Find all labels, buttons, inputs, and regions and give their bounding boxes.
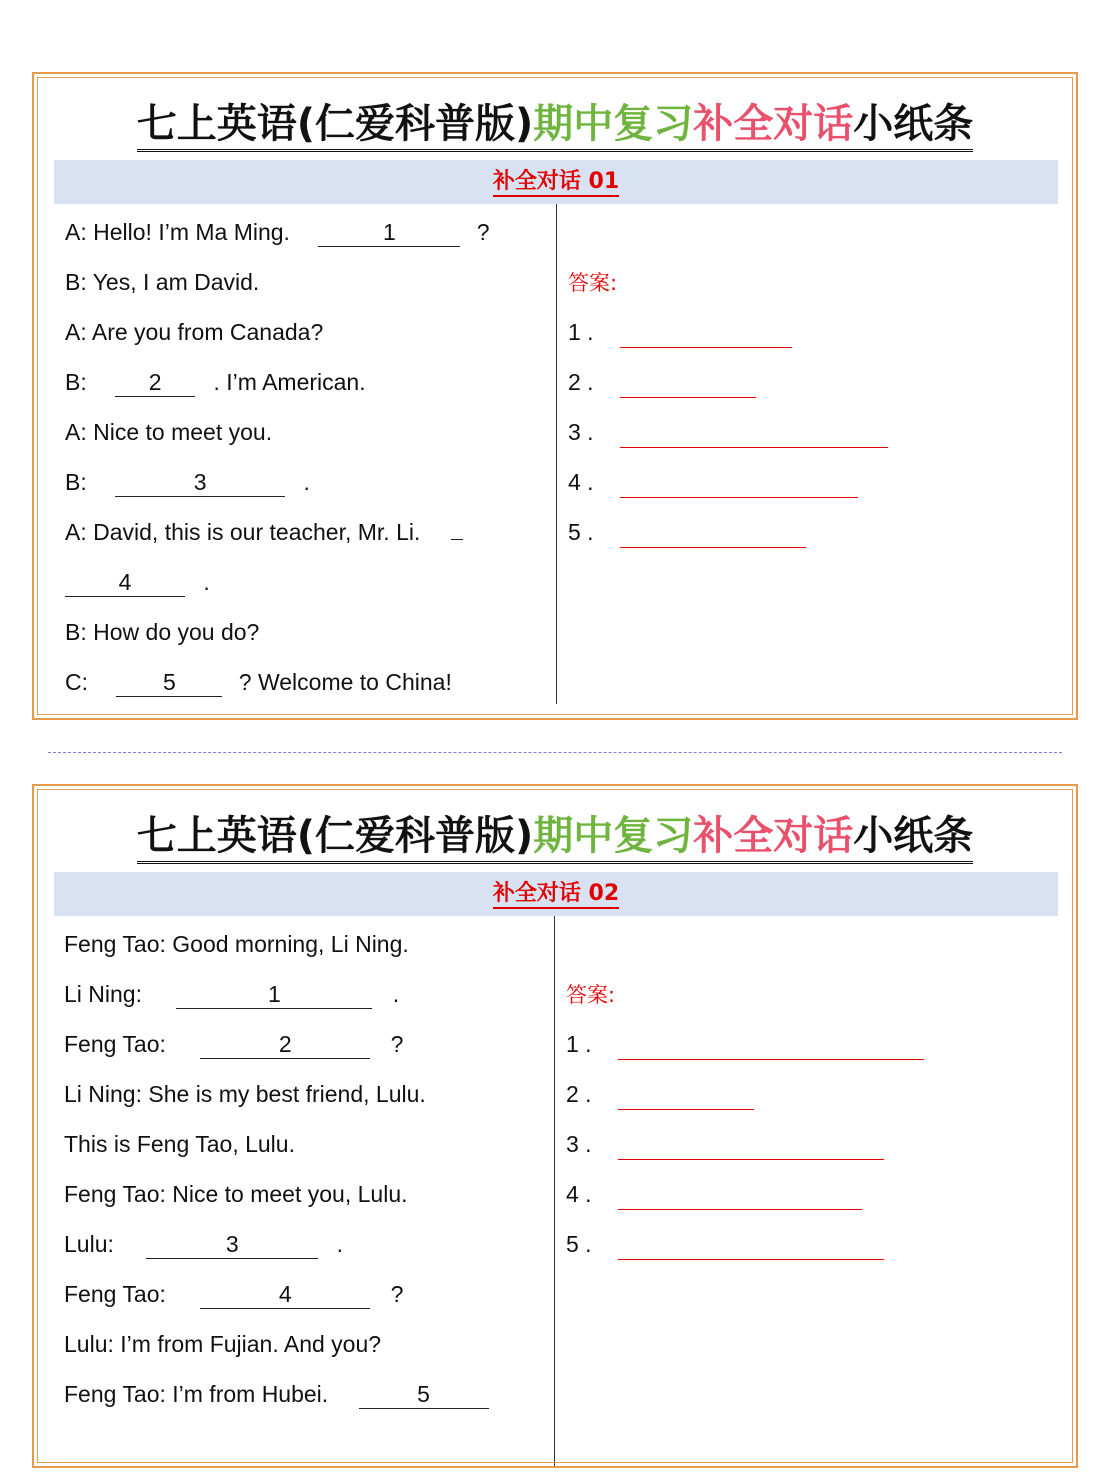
dialogue-line <box>65 607 490 657</box>
dialogue-text: Feng Tao: <box>64 1281 166 1307</box>
dialogue-text: Feng Tao: <box>64 1031 166 1057</box>
title-part-1: 七上英语(仁爱科普版) <box>136 101 534 147</box>
dialogue-text: Feng Tao: I’m from Hubei. <box>64 1381 329 1407</box>
blank-1: 1 <box>176 980 372 1009</box>
answer-number: 2 . <box>566 1081 592 1107</box>
dialogue-text: B: <box>65 469 87 495</box>
section-heading <box>54 872 1058 916</box>
answers-label: 答案: <box>566 983 616 1007</box>
answer-line-4[interactable] <box>620 477 858 498</box>
answer-row <box>568 457 888 507</box>
dialogue-punct: . <box>392 981 400 1007</box>
cut-line <box>48 752 1062 753</box>
dialogue-text: A: David, this is our teacher, Mr. Li. <box>65 519 421 545</box>
answer-number: 5 . <box>566 1231 592 1257</box>
dialogue-punct: ? <box>476 219 490 245</box>
blank-4: 4 <box>200 1280 370 1309</box>
answer-row <box>566 1169 924 1219</box>
column-divider <box>556 204 557 704</box>
answer-line-3[interactable] <box>618 1139 884 1160</box>
title-part-1: 七上英语(仁爱科普版) <box>136 813 534 859</box>
answer-line-3[interactable] <box>620 427 888 448</box>
blank-5: 5 <box>116 668 222 697</box>
title-part-4: 小纸条 <box>853 101 974 147</box>
answer-number: 3 . <box>566 1131 592 1157</box>
note-card-1 <box>32 72 1078 720</box>
answer-label-row <box>566 969 924 1019</box>
dialogue <box>65 207 490 707</box>
dialogue-line <box>64 1119 489 1169</box>
dialogue-line <box>64 1019 489 1069</box>
blank-3: 3 <box>146 1230 318 1259</box>
section-heading-text: 补全对话 01 <box>493 169 619 197</box>
dialogue-text: A: Hello! I’m Ma Ming. <box>65 219 290 245</box>
note-card-2 <box>32 784 1078 1468</box>
answer-spacer <box>568 207 888 257</box>
answer-number: 1 . <box>566 1031 592 1057</box>
sheet-title <box>34 808 1076 864</box>
dialogue-line <box>65 257 490 307</box>
column-divider <box>554 916 555 1466</box>
dialogue-line <box>64 1219 489 1269</box>
dialogue-line <box>64 969 489 1019</box>
answer-number: 4 . <box>568 469 594 495</box>
dialogue-line <box>64 1369 489 1419</box>
dialogue-text: Lulu: <box>64 1231 114 1257</box>
answer-line-4[interactable] <box>618 1189 862 1210</box>
answer-label-row <box>568 257 888 307</box>
answer-column <box>566 919 924 1269</box>
dialogue-line <box>64 1069 489 1119</box>
blank-4: 4 <box>65 568 185 597</box>
dialogue-text: Feng Tao: Good morning, Li Ning. <box>64 931 409 957</box>
answer-number: 1 . <box>568 319 594 345</box>
dialogue-text: B: <box>65 369 87 395</box>
dialogue-punct: . <box>336 1231 344 1257</box>
answer-spacer <box>566 919 924 969</box>
dialogue-text: B: How do you do? <box>65 619 260 645</box>
dialogue-line <box>65 307 490 357</box>
dialogue-text: Feng Tao: Nice to meet you, Lulu. <box>64 1181 408 1207</box>
dialogue-punct: . <box>203 569 210 595</box>
dialogue-line <box>64 1319 489 1369</box>
answer-row <box>568 407 888 457</box>
answer-line-1[interactable] <box>618 1039 924 1060</box>
dialogue-line <box>65 557 490 607</box>
blank-1: 1 <box>318 218 460 247</box>
answer-row <box>568 507 888 557</box>
title-part-2: 期中复习 <box>533 101 694 147</box>
dialogue-text: . I’m American. <box>213 369 366 395</box>
answers-label: 答案: <box>568 271 618 295</box>
dialogue-punct: . <box>303 469 310 495</box>
answer-number: 2 . <box>568 369 594 395</box>
answer-line-5[interactable] <box>620 527 806 548</box>
answer-row <box>568 307 888 357</box>
dialogue-punct: ? <box>390 1281 404 1307</box>
dialogue-text: C: <box>65 669 88 695</box>
blank-continuation <box>451 539 463 540</box>
dialogue-line <box>65 507 490 557</box>
answer-row <box>566 1219 924 1269</box>
title-part-2: 期中复习 <box>533 813 694 859</box>
answer-number: 5 . <box>568 519 594 545</box>
blank-3: 3 <box>115 468 285 497</box>
title-part-3: 补全对话 <box>693 101 854 147</box>
answer-column <box>568 207 888 557</box>
dialogue-punct: ? <box>390 1031 404 1057</box>
title-part-3: 补全对话 <box>693 813 854 859</box>
dialogue-text: ? Welcome to China! <box>238 669 452 695</box>
dialogue-line <box>65 457 490 507</box>
dialogue-text: B: Yes, I am David. <box>65 269 260 295</box>
dialogue-text: Lulu: I’m from Fujian. And you? <box>64 1331 382 1357</box>
blank-2: 2 <box>200 1030 370 1059</box>
answer-line-1[interactable] <box>620 327 792 348</box>
dialogue-text: A: Are you from Canada? <box>65 319 324 345</box>
dialogue-line <box>65 657 490 707</box>
dialogue <box>64 919 489 1419</box>
answer-row <box>566 1069 924 1119</box>
section-heading-text: 补全对话 02 <box>493 881 619 909</box>
sheet-title <box>34 96 1076 152</box>
answer-row <box>566 1019 924 1069</box>
dialogue-line <box>64 1169 489 1219</box>
dialogue-line <box>65 207 490 257</box>
title-part-4: 小纸条 <box>853 813 974 859</box>
dialogue-text: Li Ning: She is my best friend, Lulu. <box>64 1081 426 1107</box>
answer-line-2[interactable] <box>618 1089 754 1110</box>
blank-5: 5 <box>359 1380 489 1409</box>
answer-row <box>568 357 888 407</box>
dialogue-line <box>65 357 490 407</box>
dialogue-text: This is Feng Tao, Lulu. <box>64 1131 295 1157</box>
blank-2: 2 <box>115 368 195 397</box>
dialogue-line <box>64 1269 489 1319</box>
answer-line-2[interactable] <box>620 377 756 398</box>
dialogue-text: Li Ning: <box>64 981 142 1007</box>
section-heading <box>54 160 1058 204</box>
dialogue-line <box>65 407 490 457</box>
answer-line-5[interactable] <box>618 1239 884 1260</box>
dialogue-text: A: Nice to meet you. <box>65 419 273 445</box>
answer-row <box>566 1119 924 1169</box>
answer-number: 3 . <box>568 419 594 445</box>
answer-number: 4 . <box>566 1181 592 1207</box>
dialogue-line <box>64 919 489 969</box>
